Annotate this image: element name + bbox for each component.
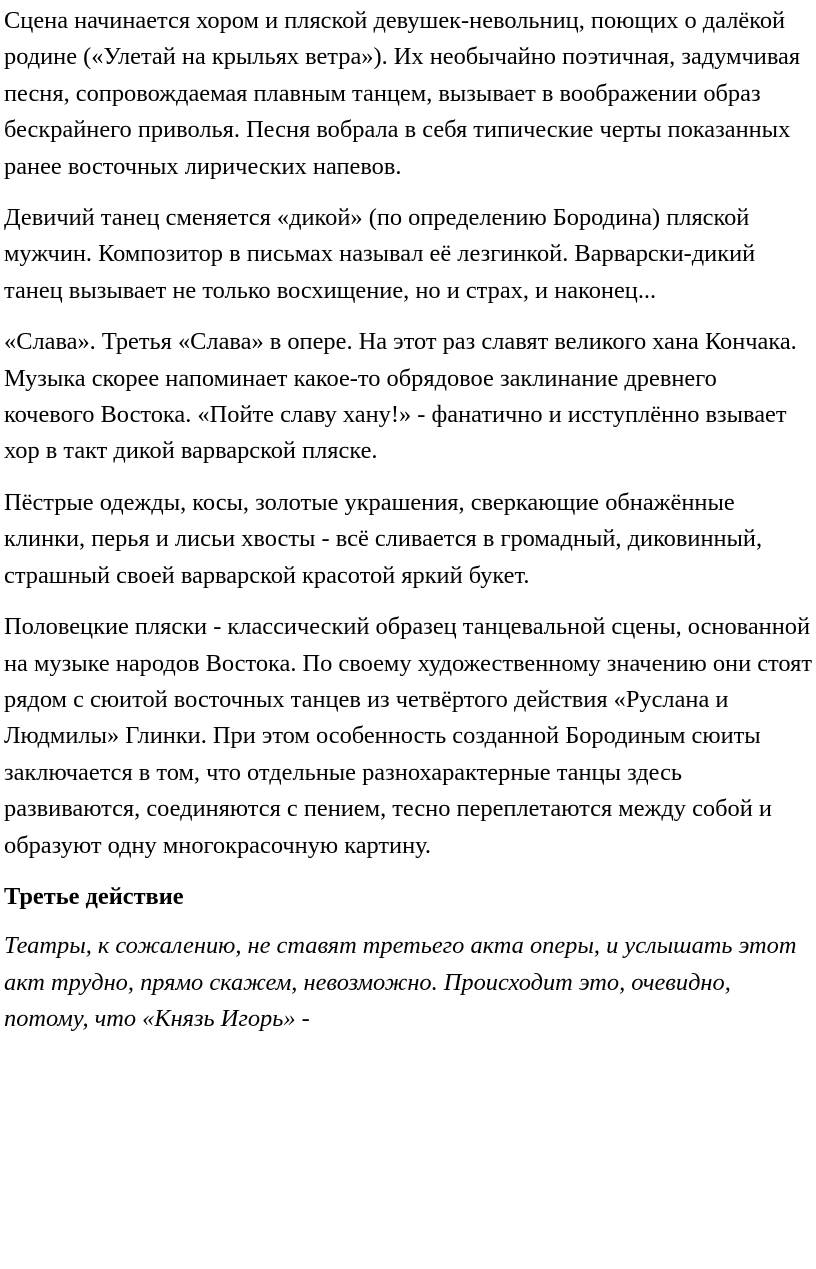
paragraph-costumes: Пёстрые одежды, косы, золотые украшения, сверкающие обнажённые клинки, перья и лисьи хвосты - всё сливается в громадный, диковинный, страшный своей варварской красотой яркий букет. <box>4 488 763 589</box>
paragraph-slava: «Слава». Третья «Слава» в опере. На этот раз славят великого хана Кончака. Музыка скорее напоминает какое-то обрядовое заклинание древнего кочевого Востока. «Пойте славу хану!» - фанатично и исступлённо взывает хор в такт дикой варварской пляске. <box>4 328 797 465</box>
paragraph-polovtsian-dances: Половецкие пляски - классический образец танцевальной сцены, основанной на музыке народов Востока. По своему художественному значению они стоят рядом с сюитой восточных танцев из четвёртого действия «Руслана и Людмилы» Глинки. При этом особенность созданной Бородиным сюиты заключается в том, что отдельные разнохарактерные танцы здесь развиваются, соединяются с пением, тесно переплетаются между собой и образуют одну многокрасочную картину. <box>4 613 812 859</box>
paragraph-dance-of-maidens: Сцена начинается хором и пляской девушек-невольниц, поющих о далёкой родине («Улетай на крыльях ветра»). Их необычайно поэтичная, задумчивая песня, сопровождаемая плавным танцем, вызывает в воображении образ бескрайнего приволья. Песня вобрала в себя типические черты показанных ранее восточных лирических напевов. <box>4 7 801 180</box>
section-heading: Третье действие <box>4 882 184 910</box>
italic-paragraph: Театры, к сожалению, не ставят третьего акта оперы, и услышать этот акт трудно, прямо скажем, невозможно. Происходит это, очевидно, потому, что «Князь Игорь» - <box>4 932 797 1033</box>
paragraph-mens-dance: Девичий танец сменяется «дикой» (по определению Бородина) пляской мужчин. Композитор в письмах называл её лезгинкой. Варварски-дикий танец вызывает не только восхищение, но и страх, и наконец... <box>4 204 756 304</box>
